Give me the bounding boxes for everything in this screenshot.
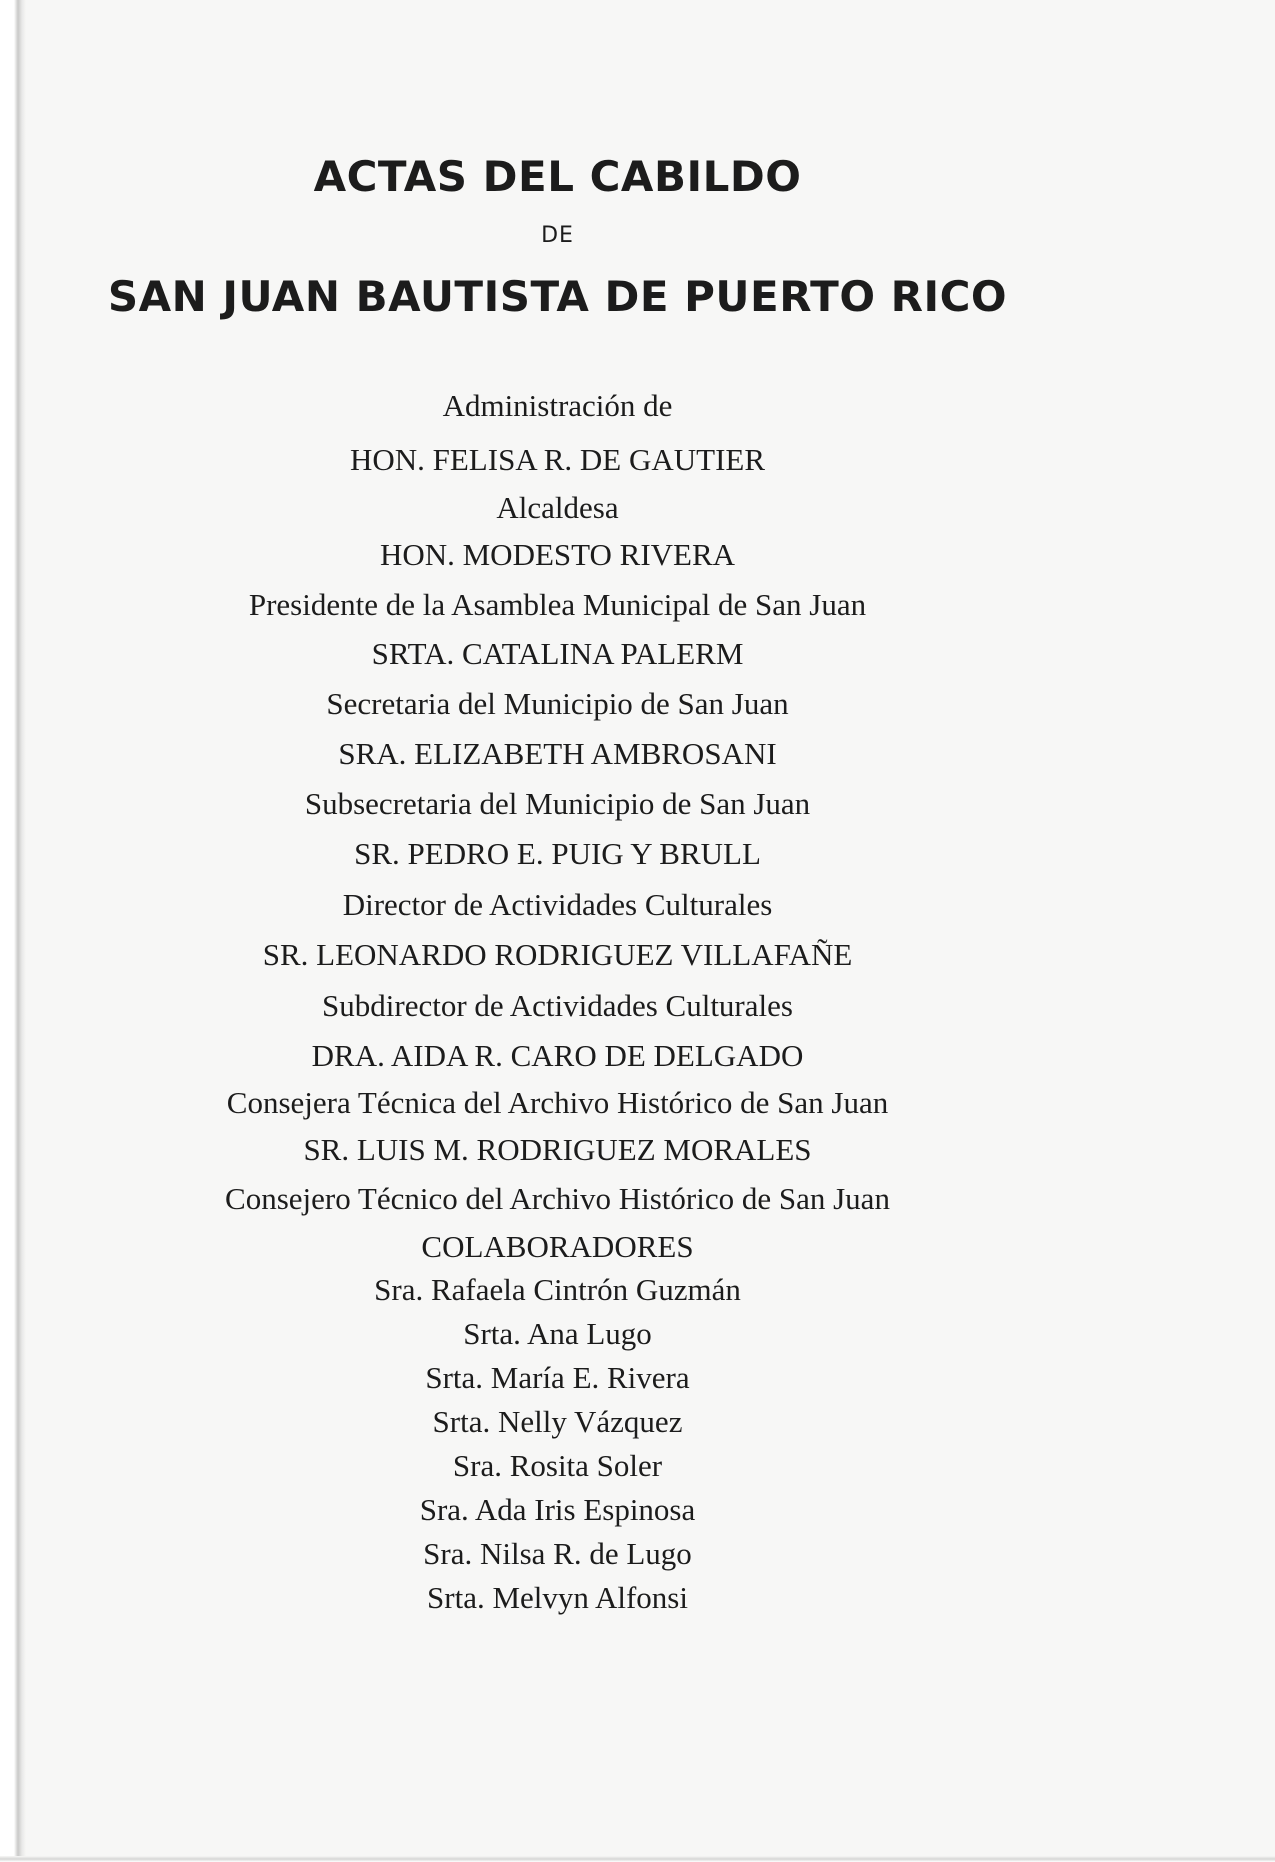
collaborator-name: Srta. María E. Rivera [425,1360,690,1395]
person-role: Consejero Técnico del Archivo Histórico de San Juan [225,1181,890,1216]
document-subtitle: SAN JUAN BAUTISTA DE PUERTO RICO [107,272,1008,321]
person-role: Subdirector de Actividades Culturales [322,988,793,1023]
document-title: ACTAS DEL CABILDO [313,152,802,201]
collaborator-name: Srta. Melvyn Alfonsi [427,1580,688,1615]
administration-intro: Administración de [442,388,673,423]
person-role: Consejera Técnica del Archivo Histórico de San Juan [226,1085,889,1120]
page-bottom-edge [0,1856,1275,1862]
person-name: SR. LEONARDO RODRIGUEZ VILLAFAÑE [262,937,853,972]
person-name: SRTA. CATALINA PALERM [371,636,744,671]
person-role: Subsecretaria del Municipio de San Juan [304,786,811,821]
collaborator-name: Sra. Rafaela Cintrón Guzmán [374,1272,741,1307]
collaborator-name: Sra. Ada Iris Espinosa [419,1492,696,1527]
person-role: Presidente de la Asamblea Municipal de San Juan [248,587,867,622]
title-connector: DE [541,223,574,248]
collaborator-name: Srta. Nelly Vázquez [432,1404,683,1439]
person-name: HON. FELISA R. DE GAUTIER [349,442,766,477]
credits-list [0,378,1115,1620]
person-name: SRA. ELIZABETH AMBROSANI [338,736,777,771]
person-role: Alcaldesa [496,490,619,525]
collaborators-heading: COLABORADORES [421,1229,694,1264]
collaborator-name: Sra. Nilsa R. de Lugo [423,1536,692,1571]
person-role: Secretaria del Municipio de San Juan [326,686,789,721]
person-name: HON. MODESTO RIVERA [379,537,736,572]
person-role: Director de Actividades Culturales [342,887,773,922]
person-name: SR. PEDRO E. PUIG Y BRULL [354,836,761,871]
collaborator-name: Srta. Ana Lugo [463,1316,652,1351]
person-name: SR. LUIS M. RODRIGUEZ MORALES [303,1132,812,1167]
collaborator-name: Sra. Rosita Soler [452,1448,663,1483]
person-name: DRA. AIDA R. CARO DE DELGADO [311,1038,804,1073]
